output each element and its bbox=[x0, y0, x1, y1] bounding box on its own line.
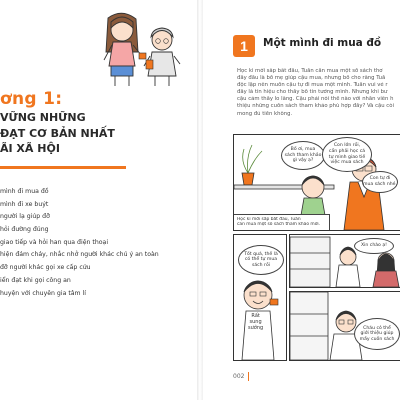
table-of-contents bbox=[0, 186, 159, 300]
chapter-divider bbox=[0, 166, 126, 169]
page-number: 002 bbox=[233, 373, 245, 380]
chapter-subtitle-line: ĐẠT CƠ BẢN NHẤT bbox=[0, 126, 115, 140]
panel-caption: Học kì mới sắp bắt đầu, Tuấn cần mua một số sách tham khảo mới. bbox=[234, 214, 330, 230]
speech-bubble: Con tự đi mua sách nhé. bbox=[362, 171, 398, 193]
page-number-mark bbox=[248, 372, 249, 381]
story-body-line: đầy đầu là bố mẹ giúp cậu mua, nhưng bố cho rằng Tuấ bbox=[237, 75, 386, 82]
right-page bbox=[203, 0, 400, 400]
story-body-line: độc lập nên muốn cậu tự đi mua một mình. Tuấn vui vẻ r bbox=[237, 82, 388, 89]
toc-item[interactable]: hiện đám cháy, nhắc nhở người khác chú ý an toàn bbox=[0, 251, 159, 259]
sound-effect-text: Rất sung sướng bbox=[248, 313, 264, 331]
story-body-line: cậu cảm thấy lo lắng. Cậu phải nói thế nào với nhân viên h bbox=[237, 96, 394, 103]
comic-panel-1 bbox=[233, 134, 400, 231]
comic-panel-2 bbox=[233, 234, 287, 361]
toc-item[interactable]: iển đạt khi gọi công an bbox=[0, 276, 71, 284]
left-page bbox=[0, 0, 197, 400]
toc-item[interactable]: mình đi xe buýt bbox=[0, 200, 49, 208]
toc-item[interactable]: huyện với chuyên gia tâm lí bbox=[0, 289, 86, 297]
toc-item[interactable]: mình đi mua đồ bbox=[0, 188, 49, 195]
chapter-title: ơng 1: bbox=[0, 89, 63, 109]
chapter-subtitle-line: ÃI XÃ HỘI bbox=[0, 142, 60, 155]
toc-item[interactable]: giao tiếp và hỏi han qua điện thoại bbox=[0, 238, 109, 246]
story-title: Một mình đi mua đồ bbox=[263, 37, 382, 49]
story-body-line: Học kì mới sắp bắt đầu, Tuấn cần mua một số sách thơ bbox=[237, 68, 383, 74]
speech-bubble: Bố ơi, mua sách tham khảo gì vậy ạ? bbox=[281, 141, 325, 170]
chapter-subtitle bbox=[0, 110, 197, 157]
speech-bubble: Xin chào ạ! bbox=[354, 238, 394, 254]
toc-item[interactable]: người lạ giúp đỡ bbox=[0, 213, 50, 221]
speech-bubble: Tốt quá, thế là có thể tự mua sách rồi bbox=[238, 245, 284, 275]
story-body-line: đây là tín hiệu cho thấy bố tin tưởng mình. Nhưng khi bư bbox=[237, 89, 388, 96]
toc-item[interactable]: hỏi đường đúng bbox=[0, 226, 49, 234]
toc-item[interactable]: đỡ người khác gọi xe cấp cứu bbox=[0, 264, 91, 272]
chapter-illustration bbox=[0, 0, 197, 90]
comic-panel-3 bbox=[289, 234, 400, 288]
speech-bubble: Cháu có thể giới thiệu giúp mấy cuốn sách bbox=[354, 318, 400, 350]
story-body-line: thiệu những cuốn sách tham khảo phù hợp đây? Và cậu còi bbox=[237, 103, 394, 110]
story-body-line: mong đủ tiền không. bbox=[237, 110, 293, 117]
story-body bbox=[237, 68, 400, 118]
story-number-badge: 1 bbox=[233, 35, 255, 57]
speech-bubble: Con lớn rồi, cần phải học cá tự mình giao tiế việc mua sách bbox=[322, 137, 372, 172]
comic-panel-4 bbox=[289, 291, 400, 361]
chapter-subtitle-line: VỮNG NHỮNG bbox=[0, 111, 86, 124]
